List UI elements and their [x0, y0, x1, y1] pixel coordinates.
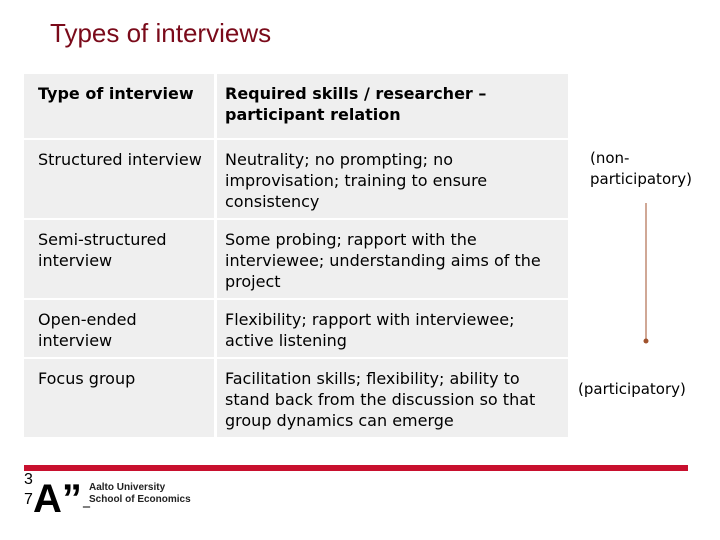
non-participatory-text: (non-participatory)	[590, 149, 693, 188]
arrow-head	[644, 339, 649, 344]
table-row	[24, 299, 568, 358]
participation-scale-arrow	[643, 203, 649, 345]
header-skills: Required skills / researcher – participant relation	[216, 74, 569, 139]
row-type: Focus group	[24, 358, 216, 438]
slide-title: Types of interviews	[50, 18, 272, 48]
logo-wordmark	[89, 482, 191, 506]
aalto-logo-icon	[33, 479, 82, 519]
interview-types-table	[24, 74, 568, 439]
row-type: Open-ended interview	[24, 299, 216, 358]
footer-accent-bar	[24, 465, 688, 471]
row-type: Semi-structured interview	[24, 219, 216, 299]
table-row	[24, 219, 568, 299]
table-header-row	[24, 74, 568, 139]
row-skills: Flexibility; rapport with interviewee; active listening	[216, 299, 569, 358]
page-number-text: 37	[24, 471, 33, 508]
table-row	[24, 139, 568, 219]
table-row	[24, 358, 568, 438]
university-name: Aalto University	[89, 482, 166, 493]
logo-mark: A”	[33, 477, 82, 521]
row-skills: Some probing; rapport with the interviewee; understanding aims of the project	[216, 219, 569, 299]
row-skills: Neutrality; no prompting; no improvisation; training to ensure consistency	[216, 139, 569, 219]
logo-underscore: _	[83, 492, 90, 508]
row-type: Structured interview	[24, 139, 216, 219]
school-name: School of Economics	[89, 494, 191, 505]
non-participatory-label	[590, 148, 710, 190]
header-type: Type of interview	[24, 74, 216, 139]
row-skills: Facilitation skills; flexibility; ability to stand back from the discussion so that group dynamics can emerge	[216, 358, 569, 438]
participatory-label: (participatory)	[578, 380, 686, 398]
